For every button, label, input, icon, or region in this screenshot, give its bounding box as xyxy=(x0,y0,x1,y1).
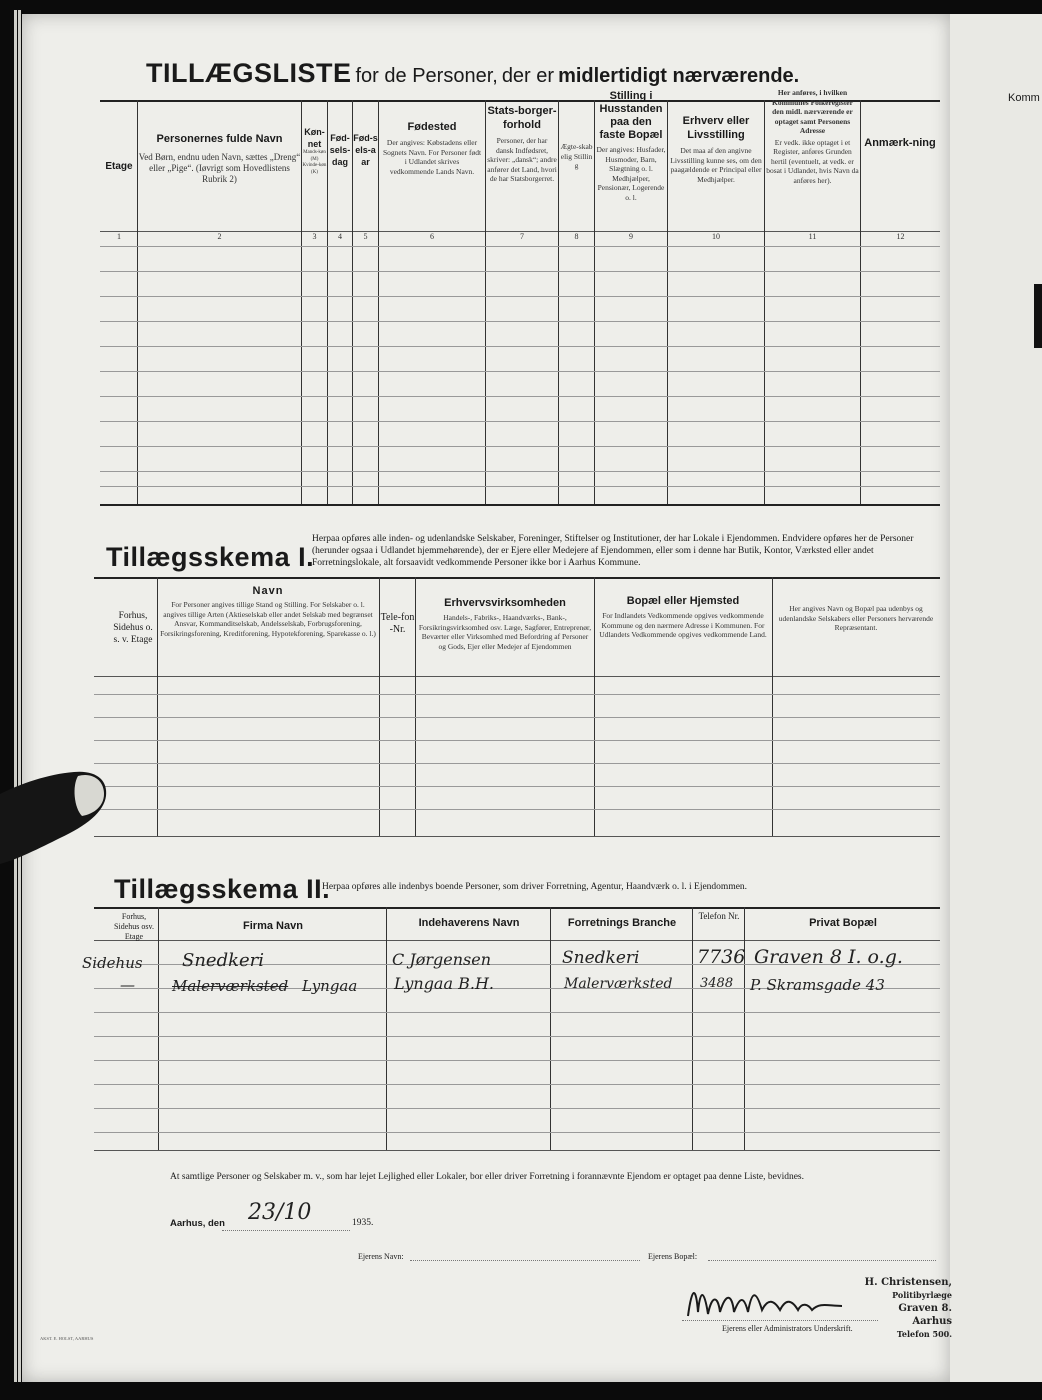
col-number: 6 xyxy=(430,232,434,241)
row2-etage: — xyxy=(120,976,135,994)
row-rule xyxy=(100,371,940,372)
col-head-statsborger xyxy=(487,104,557,184)
row-rule xyxy=(94,763,940,764)
col-head-stilling-husstand xyxy=(596,90,666,202)
col-number: 5 xyxy=(363,232,368,241)
row1-etage: Sidehus xyxy=(82,954,143,972)
col-head-konnet xyxy=(302,126,327,176)
col-head-sub: Mands-køn (M) Kvinde-køn (K) xyxy=(302,150,327,175)
row-rule xyxy=(94,809,940,810)
table-rule xyxy=(94,577,940,579)
col-head-text: Køn-net xyxy=(304,127,325,149)
s2-col-head-branche: Forretnings Branche xyxy=(567,917,677,929)
col-head-navn xyxy=(138,132,301,185)
row-rule xyxy=(100,471,940,472)
owner-addr-line xyxy=(708,1260,936,1261)
col-number: 1 xyxy=(117,232,121,241)
col-head-text: Anmærk-ning xyxy=(864,137,936,149)
col-head-fodselsdag xyxy=(328,132,352,168)
col-divider xyxy=(386,907,387,1150)
s2-col-head-bopael: Privat Bopæl xyxy=(809,917,877,929)
form-page xyxy=(22,14,950,1382)
row-rule xyxy=(94,1012,940,1013)
row-rule xyxy=(100,321,940,322)
row1-indehaver: C Jørgensen xyxy=(392,950,492,969)
printer-imprint: AKST. E. HOLST, AARHUS xyxy=(40,1336,94,1341)
col-head-fodselsaar xyxy=(353,132,378,168)
row-rule xyxy=(94,694,940,695)
s1-col-head-telefon: Tele-fon-Nr. xyxy=(380,612,415,635)
s1-col-head-erhverv xyxy=(418,596,592,651)
adjacent-page-tab xyxy=(1034,284,1042,348)
col-number: 11 xyxy=(808,232,817,241)
skema1-title: Tillægsskema I. xyxy=(106,542,315,572)
col-number: 2 xyxy=(217,232,222,241)
row1-telefon: 7736 xyxy=(697,946,746,968)
col-head-sub: Personer, der har dansk Indfødsret, skriver: „dansk“; andre anfører det Land, hvori de har Statsborgerret. xyxy=(487,136,557,183)
col-head-text: Erhvervsvirksomheden xyxy=(444,597,566,609)
row2-firma-struck: Malerværksted xyxy=(172,977,289,995)
row2-bopael: P. Skramsgade 43 xyxy=(750,976,885,994)
row2-telefon: 3488 xyxy=(700,976,734,991)
year-label: 1935. xyxy=(352,1218,374,1228)
stamp-line: H. Christensen, xyxy=(864,1277,952,1288)
s1-col-head-repraesentant xyxy=(776,604,936,633)
adjacent-page-label: Komm xyxy=(1008,92,1040,104)
row2-firma-extra: Lyngaa xyxy=(302,977,358,995)
col-head-text: Fødested xyxy=(407,121,457,133)
col-head-folkeregister xyxy=(766,88,859,185)
col-head-sub: Ved Børn, endnu uden Navn, sættes „Dreng“ eller „Pige“. (Iøvrigt som Hovedlistens Rubrik 2) xyxy=(138,152,301,184)
page-edge xyxy=(18,10,21,1382)
s1-col-head-navn xyxy=(159,584,377,638)
row2-indehaver: Lyngaa B.H. xyxy=(394,974,494,993)
col-head-sub: Det maa af den angivne Livsstilling kunne ses, om den paagældende er Principal eller Medhjælper. xyxy=(670,146,762,184)
col-head-sub: For Indlandets Vedkommende opgives vedkommende Kommune og den nærmere Adresse i Kommunen. For Udlandets Vedkommende opgives vedkommende Land. xyxy=(599,611,767,639)
row-rule xyxy=(94,1084,940,1085)
col-head-text: Stats-borger-forhold xyxy=(487,105,557,131)
col-divider xyxy=(860,100,861,504)
declaration: At samtlige Personer og Selskaber m. v., som har lejet Lejlighed eller Lokaler, bor eller driver Forretning i forannævnte Ejendom er optaget paa denne Liste, bevidnes. xyxy=(170,1172,804,1182)
col-head-sub: Der angives: Købstadens eller Sognets Navn. For Personer født i Udlandet skrives vedkommende Lands Navn. xyxy=(382,138,482,176)
col-head-etage: Etage xyxy=(105,161,133,172)
col-number: 12 xyxy=(896,232,905,241)
col-head-text: Erhverv eller Livsstilling xyxy=(682,115,750,141)
col-number: 7 xyxy=(520,232,524,241)
col-head-erhverv xyxy=(669,114,763,184)
col-number: 10 xyxy=(712,232,720,241)
col-head-text: Fød-sels-dag xyxy=(329,133,351,167)
stamp-line: Graven 8. Aarhus xyxy=(898,1303,952,1327)
list-title xyxy=(146,58,799,89)
row-rule xyxy=(94,1060,940,1061)
skema1-intro: Herpaa opføres alle inden- og udenlandske Selskaber, Foreninger, Stiftelser og Institutioner, der har Lokale i Ejendommen. Endvidere opføres her de Personer (herunder ogsaa i Udlandet hjemmehørende), der er Ejere eller Medejere af Ejendommen, eller som i denne har Butik, Kontor, Værksted eller andet Forretningslokale, alt forsaavidt vedkommende Personer ikke bor i Aarhus Kommune. xyxy=(312,534,914,568)
col-divider xyxy=(764,100,765,504)
owner-name-label: Ejerens Navn: xyxy=(358,1252,404,1261)
date-line xyxy=(222,1230,350,1231)
row-rule xyxy=(100,246,940,247)
list-title-part: der er xyxy=(501,65,555,87)
row-rule xyxy=(100,296,940,297)
place-label: Aarhus, den xyxy=(170,1218,225,1229)
row-rule xyxy=(100,271,940,272)
col-divider xyxy=(415,577,416,836)
row-rule xyxy=(94,1036,940,1037)
owner-name-line xyxy=(410,1260,640,1261)
thumb xyxy=(0,764,112,872)
row1-branche: Snedkeri xyxy=(562,948,640,968)
stamp-line: Politibyrlæge xyxy=(892,1290,952,1300)
col-head-fodested xyxy=(382,120,482,176)
col-head-text: Personernes fulde Navn xyxy=(156,133,283,145)
stamp-line: Telefon 500. xyxy=(896,1329,952,1339)
col-head-text: Her anføres, i hvilken Kommunes Folkeregister den midl. nærværende er optaget samt Personens Adresse xyxy=(772,88,853,135)
table-rule xyxy=(94,907,940,909)
row-rule xyxy=(100,486,940,487)
col-head-text: Stilling i Husstanden paa den faste Bopæl xyxy=(599,90,663,141)
row-rule xyxy=(94,786,940,787)
col-head-sub: Her angives Navn og Bopæl paa udenbys og udenlandske Selskabers eller Personers herværende Repræsentant. xyxy=(778,604,934,632)
owner-addr-label: Ejerens Bopæl: xyxy=(648,1252,698,1261)
row-rule xyxy=(100,396,940,397)
col-head-aegteskab xyxy=(559,142,594,171)
list-title-main: TILLÆGSLISTE xyxy=(146,58,352,88)
signature-label: Ejerens eller Administrators Underskrift. xyxy=(722,1324,853,1333)
signature-line xyxy=(682,1320,878,1321)
col-number: 4 xyxy=(338,232,342,241)
table-rule xyxy=(94,1150,940,1151)
col-head-sub: Er vedk. ikke optaget i et Register, anføres Grunden hertil (eventuelt, at vedk. er bosat i Udlandet, hvis Navn da anføres her). xyxy=(766,137,859,185)
page-edge xyxy=(14,10,17,1382)
row-rule xyxy=(94,717,940,718)
col-number: 9 xyxy=(629,232,633,241)
col-head-text: Ægte-skabelig Stilling xyxy=(560,142,593,170)
col-head-text: Bopæl eller Hjemsted xyxy=(626,595,740,607)
table-rule xyxy=(94,676,940,677)
table-rule xyxy=(94,836,940,837)
row2-branche: Malerværksted xyxy=(564,976,673,992)
date-hand: 23/10 xyxy=(248,1200,312,1225)
s2-col-head-etage: Forhus, Sidehus osv. Etage xyxy=(114,912,154,941)
col-head-anmaerkning xyxy=(862,136,938,150)
skema2-intro: Herpaa opføres alle indenbys boende Personer, som driver Forretning, Agentur, Haandværk o. l. i Ejendommen. xyxy=(322,882,748,892)
row1-bopael: Graven 8 I. o.g. xyxy=(754,946,903,968)
col-head-sub: Handels-, Fabriks-, Haandværks-, Bank-, Forsikringsvirksomhed osv. Læge, Sagfører, Entreprenør, Beværter eller Virksomhed med Befordring af Personer og Gods, Ejer eller Medejer af Ejendommen xyxy=(418,613,592,651)
col-number: 3 xyxy=(312,232,317,241)
row-rule xyxy=(100,446,940,447)
col-divider xyxy=(692,907,693,1150)
col-divider xyxy=(158,907,159,1150)
col-divider xyxy=(594,577,595,836)
s1-col-head-etage: Forhus, Sidehus o. s. v. Etage xyxy=(113,611,153,645)
row-rule xyxy=(94,740,940,741)
signature xyxy=(682,1276,862,1326)
col-divider xyxy=(378,100,379,504)
list-title-part: for de Personer, xyxy=(355,65,498,87)
table-rule xyxy=(94,940,940,941)
row-rule xyxy=(100,421,940,422)
row-rule xyxy=(94,1132,940,1133)
col-number: 8 xyxy=(574,232,579,241)
col-head-text: Navn xyxy=(252,585,284,597)
table-rule xyxy=(100,504,940,506)
row-rule xyxy=(94,1108,940,1109)
row-rule xyxy=(100,346,940,347)
col-divider xyxy=(594,100,595,504)
stamp xyxy=(856,1276,952,1341)
col-divider xyxy=(772,577,773,836)
col-divider xyxy=(744,907,745,1150)
col-head-text: Fød-sels-aar xyxy=(353,133,378,167)
col-divider xyxy=(157,577,158,836)
s2-col-head-telefon: Telefon Nr. xyxy=(698,911,740,921)
s1-col-head-bopael xyxy=(596,594,770,640)
col-head-sub: Der angives: Husfader, Husmoder, Barn, Slægtning o. l. Medhjælper, Pensionær, Logerende o. l. xyxy=(596,145,666,202)
s2-col-head-firma: Firma Navn xyxy=(243,920,303,932)
row1-firma: Snedkeri xyxy=(182,950,265,971)
col-divider xyxy=(485,100,486,504)
col-divider xyxy=(550,907,551,1150)
adjacent-page xyxy=(944,14,1042,1382)
s2-col-head-indehaver: Indehaverens Navn xyxy=(418,917,520,929)
col-divider xyxy=(667,100,668,504)
list-title-part: midlertidigt nærværende. xyxy=(558,65,800,87)
col-head-sub: For Personer angives tillige Stand og Stilling. For Selskaber o. l. angives tillige Arten (Aktieselskab eller andet Selskab med begrænset Ansvar, Kommanditselskab, Andelsselskab, Forbrugsforening, Forsikringsforening, Kreditforening, Hypotekforening, Sparekasse o. l.) xyxy=(160,600,376,638)
skema2-title: Tillægsskema II. xyxy=(114,874,331,904)
